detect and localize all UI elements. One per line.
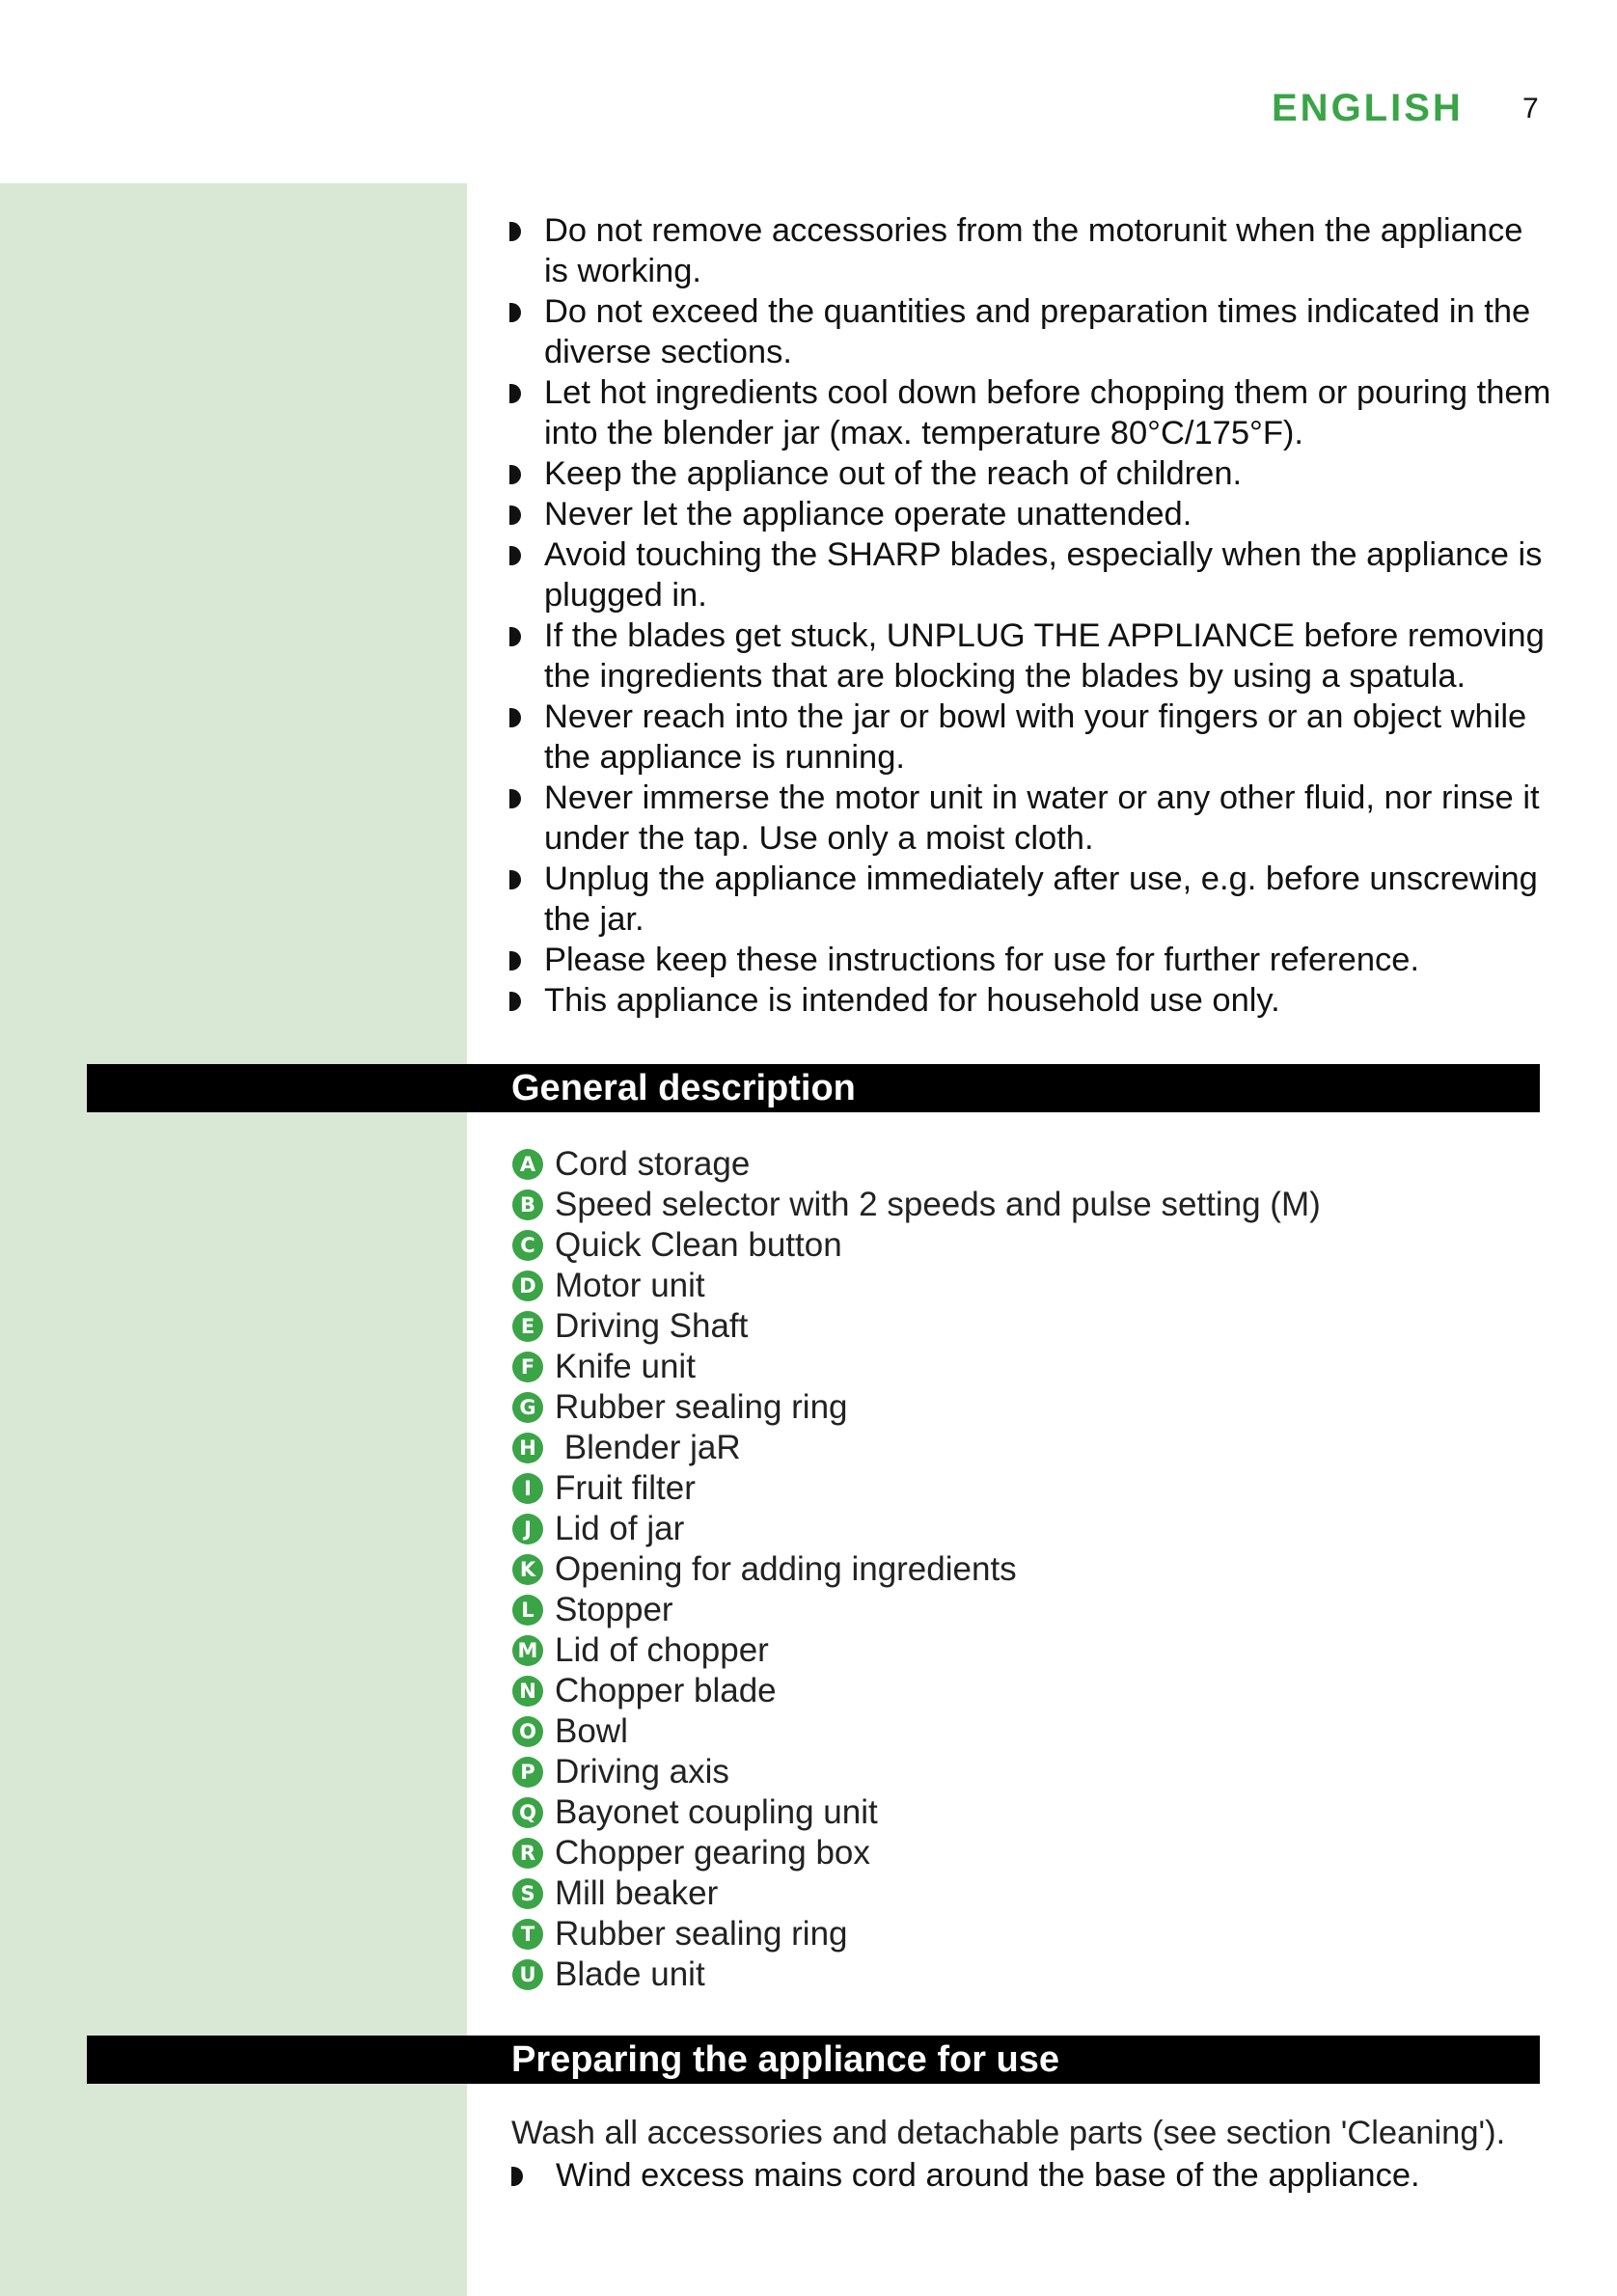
- safety-bullet-list: [509, 210, 1551, 1021]
- part-item: [512, 1954, 1525, 1995]
- preparing-heading: Preparing the appliance for use: [511, 2039, 1060, 2080]
- part-item: [512, 1509, 1525, 1549]
- bullet-icon: [509, 303, 521, 322]
- part-label: Chopper gearing box: [555, 1834, 870, 1872]
- part-letter-badge: E: [512, 1311, 543, 1342]
- part-letter-badge: M: [512, 1635, 543, 1666]
- part-label: Lid of chopper: [555, 1631, 769, 1669]
- preparing-text: Wash all accessories and detachable parts (see section 'Cleaning').: [511, 2115, 1506, 2151]
- part-label: Driving axis: [555, 1753, 729, 1790]
- preparing-bar: [87, 2036, 1540, 2084]
- part-item: [512, 1590, 1525, 1630]
- bullet-icon: [509, 546, 521, 565]
- part-item: [512, 1914, 1525, 1954]
- part-item: [512, 1630, 1525, 1671]
- safety-bullet-item: [509, 615, 1551, 697]
- safety-bullet-item: [509, 291, 1551, 372]
- page-number: 7: [1522, 93, 1539, 124]
- safety-bullet-item: [509, 940, 1551, 980]
- part-label: Bowl: [555, 1712, 628, 1750]
- part-item: [512, 1752, 1525, 1792]
- part-label: Rubber sealing ring: [555, 1388, 848, 1426]
- part-item: [512, 1225, 1525, 1266]
- part-item: [512, 1144, 1525, 1185]
- bullet-icon: [509, 708, 521, 727]
- part-label: Rubber sealing ring: [555, 1915, 848, 1953]
- bullet-icon: [509, 789, 521, 808]
- safety-bullet-item: [509, 697, 1551, 778]
- safety-bullet-text: Do not remove accessories from the motorunit when the appliance is working.: [544, 212, 1523, 289]
- safety-bullet-text: If the blades get stuck, UNPLUG THE APPLIANCE before removing the ingredients that are blocking the blades by using a spatula.: [544, 617, 1545, 695]
- part-item: [512, 1428, 1525, 1468]
- part-item: [512, 1468, 1525, 1509]
- part-letter-badge: B: [512, 1189, 543, 1220]
- safety-bullet-item: [509, 453, 1551, 494]
- safety-bullet-text: Do not exceed the quantities and preparation times indicated in the diverse sections.: [544, 293, 1531, 370]
- bullet-icon: [509, 384, 521, 403]
- safety-bullet-item: [509, 494, 1551, 534]
- part-letter-badge: H: [512, 1433, 543, 1463]
- part-item: [512, 1671, 1525, 1711]
- part-letter-badge: I: [512, 1473, 543, 1504]
- safety-bullet-item: [509, 778, 1551, 859]
- language-label: ENGLISH: [1272, 87, 1464, 129]
- safety-bullet-text: This appliance is intended for household use only.: [544, 982, 1280, 1019]
- parts-list: [512, 1144, 1525, 1995]
- part-letter-badge: K: [512, 1554, 543, 1585]
- safety-bullet-text: Avoid touching the SHARP blades, especially when the appliance is plugged in.: [544, 536, 1543, 614]
- part-item: [512, 1549, 1525, 1590]
- part-letter-badge: F: [512, 1352, 543, 1382]
- safety-bullet-item: [509, 980, 1551, 1021]
- part-label: Lid of jar: [555, 1510, 685, 1547]
- part-label: Blade unit: [555, 1955, 705, 1993]
- safety-bullet-text: Unplug the appliance immediately after use, e.g. before unscrewing the jar.: [544, 861, 1538, 938]
- part-letter-badge: P: [512, 1757, 543, 1788]
- safety-bullet-text: Let hot ingredients cool down before chopping them or pouring them into the blender jar (max. temperature 80°C/175°F).: [544, 374, 1551, 451]
- part-label: Mill beaker: [555, 1874, 719, 1912]
- part-label: Cord storage: [555, 1145, 751, 1183]
- part-item: [512, 1711, 1525, 1752]
- part-letter-badge: L: [512, 1595, 543, 1626]
- part-label: Blender jaR: [555, 1429, 741, 1466]
- safety-bullet-text: Never immerse the motor unit in water or any other fluid, nor rinse it under the tap. Use only a moist cloth.: [544, 779, 1540, 857]
- safety-bullet-text: Never reach into the jar or bowl with your fingers or an object while the appliance is running.: [544, 698, 1527, 776]
- preparing-bullet-text: Wind excess mains cord around the base of the appliance.: [556, 2157, 1420, 2194]
- part-letter-badge: J: [512, 1514, 543, 1544]
- part-letter-badge: R: [512, 1838, 543, 1869]
- part-label: Chopper blade: [555, 1672, 777, 1709]
- part-letter-badge: O: [512, 1716, 543, 1747]
- part-item: [512, 1185, 1525, 1225]
- bullet-icon: [509, 627, 521, 646]
- sidebar-band: [0, 183, 467, 2296]
- part-label: Knife unit: [555, 1348, 696, 1385]
- bullet-icon: [509, 506, 521, 525]
- part-letter-badge: G: [512, 1392, 543, 1423]
- preparing-bullet: [511, 2155, 1534, 2196]
- part-label: Stopper: [555, 1591, 673, 1628]
- part-item: [512, 1306, 1525, 1347]
- bullet-icon: [509, 870, 521, 889]
- bullet-icon: [509, 992, 521, 1011]
- part-letter-badge: Q: [512, 1797, 543, 1828]
- part-letter-badge: D: [512, 1271, 543, 1301]
- part-letter-badge: U: [512, 1959, 543, 1990]
- safety-bullet-text: Please keep these instructions for use for further reference.: [544, 942, 1420, 978]
- part-letter-badge: S: [512, 1878, 543, 1909]
- part-label: Motor unit: [555, 1267, 705, 1304]
- general-description-heading: General description: [511, 1068, 856, 1108]
- part-label: Fruit filter: [555, 1469, 696, 1507]
- part-item: [512, 1347, 1525, 1387]
- part-label: Opening for adding ingredients: [555, 1550, 1017, 1588]
- bullet-icon: [511, 2167, 523, 2186]
- part-label: Driving Shaft: [555, 1307, 749, 1345]
- safety-bullet-item: [509, 859, 1551, 940]
- part-letter-badge: T: [512, 1919, 543, 1950]
- part-label: Quick Clean button: [555, 1226, 842, 1264]
- part-label: Speed selector with 2 speeds and pulse setting (M): [555, 1186, 1321, 1223]
- part-letter-badge: A: [512, 1149, 543, 1180]
- safety-bullet-item: [509, 372, 1551, 453]
- safety-bullet-item: [509, 534, 1551, 615]
- part-letter-badge: C: [512, 1230, 543, 1261]
- bullet-icon: [509, 222, 521, 241]
- part-item: [512, 1873, 1525, 1914]
- part-item: [512, 1387, 1525, 1428]
- part-item: [512, 1792, 1525, 1833]
- safety-bullet-item: [509, 210, 1551, 291]
- part-item: [512, 1266, 1525, 1306]
- general-description-bar: [87, 1064, 1540, 1112]
- bullet-icon: [509, 951, 521, 970]
- part-letter-badge: N: [512, 1676, 543, 1707]
- part-label: Bayonet coupling unit: [555, 1793, 878, 1831]
- safety-bullet-text: Never let the appliance operate unattended.: [544, 496, 1192, 533]
- safety-bullet-text: Keep the appliance out of the reach of children.: [544, 455, 1243, 492]
- bullet-icon: [509, 465, 521, 484]
- part-item: [512, 1833, 1525, 1873]
